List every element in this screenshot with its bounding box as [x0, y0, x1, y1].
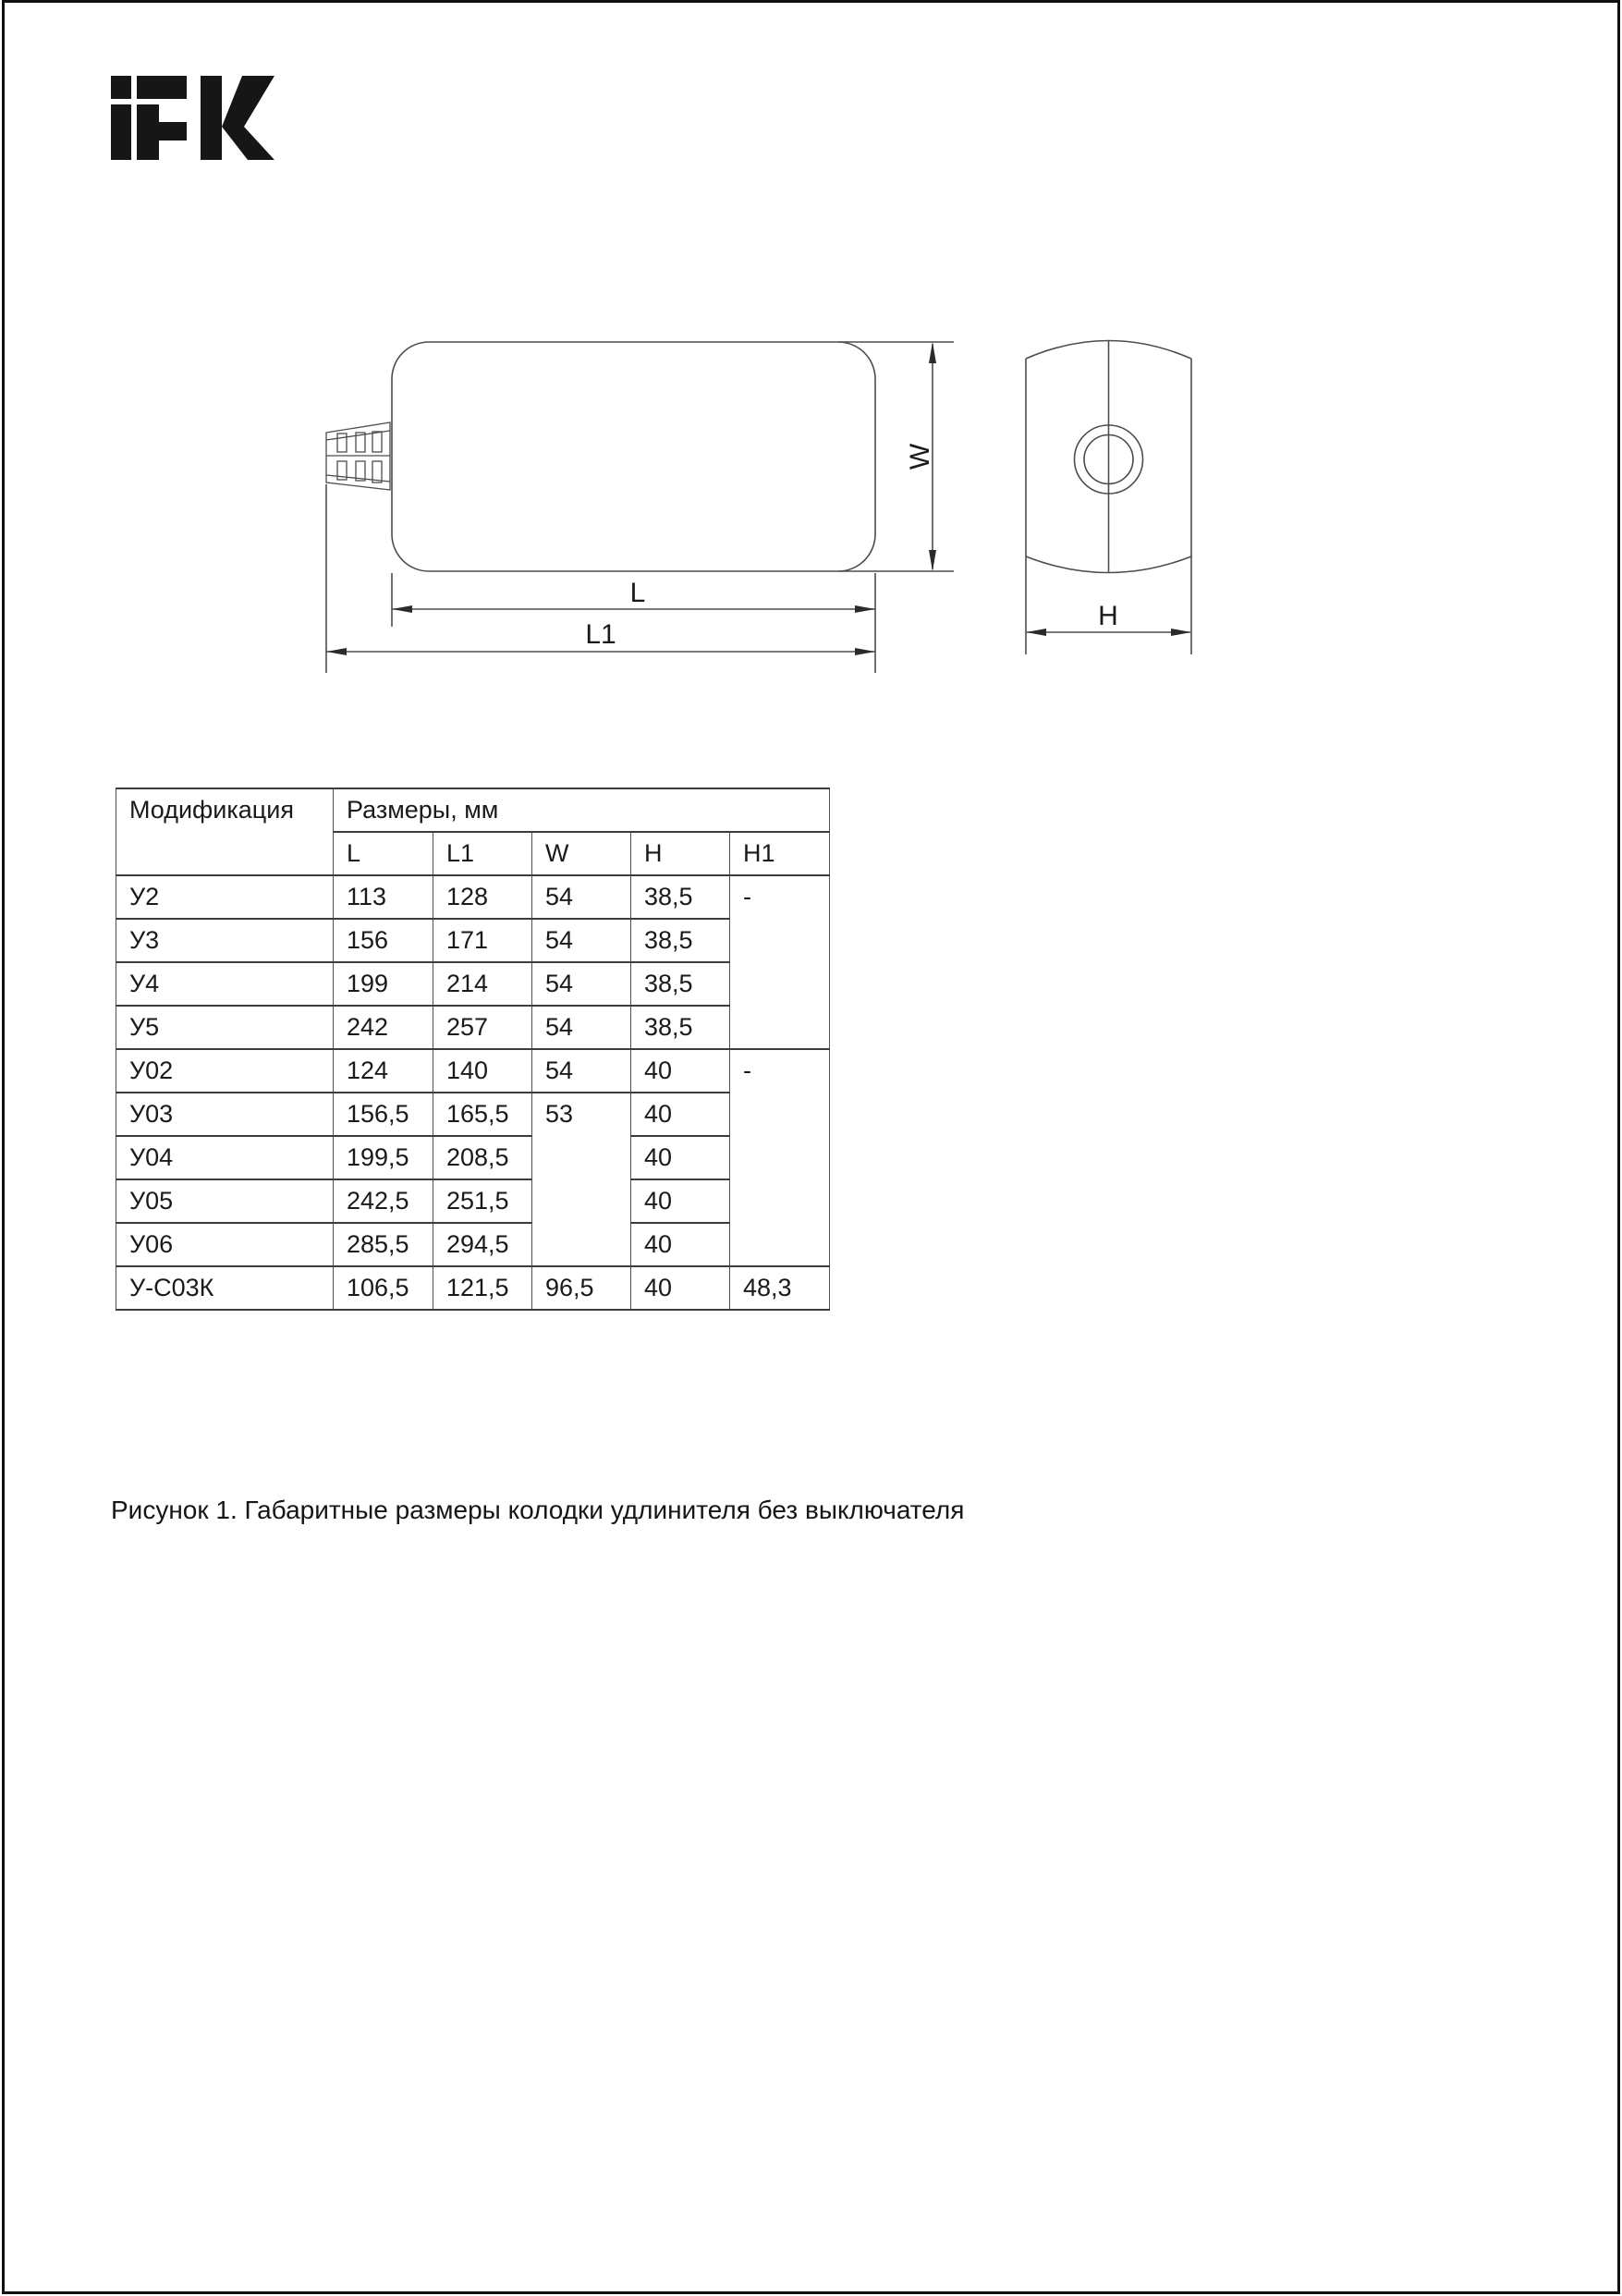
table-row	[116, 919, 830, 962]
dimension-arrowheads	[326, 342, 1191, 655]
dimension-label-h: H	[1098, 601, 1118, 631]
table-row	[116, 1266, 830, 1310]
table-cell: 199	[334, 962, 433, 1006]
table-cell: 242	[334, 1006, 433, 1049]
table-cell: 156,5	[334, 1093, 433, 1136]
dimension-label-l1: L1	[585, 619, 616, 650]
header-col-l1: L1	[433, 832, 532, 875]
table-cell: 128	[433, 875, 532, 919]
table-cell: 54	[532, 875, 631, 919]
logo-k-upper-diagonal	[222, 76, 274, 127]
header-col-h: H	[631, 832, 730, 875]
technical-drawing	[305, 314, 1238, 684]
cable-gland	[326, 422, 390, 490]
table-cell: 294,5	[433, 1223, 532, 1266]
table-header-row-1	[116, 788, 830, 832]
table-cell: 96,5	[532, 1266, 631, 1310]
table-cell: 199,5	[334, 1136, 433, 1179]
table-row	[116, 1136, 830, 1179]
table-cell: 40	[631, 1093, 730, 1136]
header-modification: Модификация	[116, 788, 334, 875]
table-cell: 54	[532, 1049, 631, 1093]
table-cell: 124	[334, 1049, 433, 1093]
table-row	[116, 1223, 830, 1266]
logo-e-stem	[137, 104, 159, 160]
table-cell: 40	[631, 1136, 730, 1179]
table-cell: -	[730, 875, 830, 1049]
table-cell: 156	[334, 919, 433, 962]
table-cell: 208,5	[433, 1136, 532, 1179]
table-cell: 121,5	[433, 1266, 532, 1310]
table-cell: 242,5	[334, 1179, 433, 1223]
table-cell: У03	[116, 1093, 334, 1136]
table-cell: 38,5	[631, 875, 730, 919]
logo-e-arm	[159, 122, 187, 140]
table-cell: 165,5	[433, 1093, 532, 1136]
table-cell: 48,3	[730, 1266, 830, 1310]
table-row	[116, 875, 830, 919]
logo-i-dot	[111, 76, 131, 99]
table-cell: У3	[116, 919, 334, 962]
table-cell: У-С03К	[116, 1266, 334, 1310]
table-cell: У2	[116, 875, 334, 919]
table-cell: У06	[116, 1223, 334, 1266]
logo-k-stem	[201, 76, 222, 160]
table-cell: 171	[433, 919, 532, 962]
table-cell: 40	[631, 1179, 730, 1223]
table-cell: 38,5	[631, 919, 730, 962]
table-cell: У05	[116, 1179, 334, 1223]
table-row	[116, 1093, 830, 1136]
iek-logo	[111, 76, 274, 160]
table-cell: 214	[433, 962, 532, 1006]
table-cell: 54	[532, 962, 631, 1006]
table-row	[116, 962, 830, 1006]
table-cell: 54	[532, 1006, 631, 1049]
table-row	[116, 1006, 830, 1049]
table-cell: У04	[116, 1136, 334, 1179]
table-cell: У02	[116, 1049, 334, 1093]
table-cell: 38,5	[631, 962, 730, 1006]
logo-i-stem	[111, 104, 131, 160]
table-cell: 54	[532, 919, 631, 962]
extension-lines	[326, 342, 954, 673]
table-cell: 53	[532, 1093, 631, 1266]
table-cell: 106,5	[334, 1266, 433, 1310]
table-cell: 113	[334, 875, 433, 919]
dimensions-table	[116, 788, 830, 1311]
header-col-l: L	[334, 832, 433, 875]
table-cell: 251,5	[433, 1179, 532, 1223]
figure-caption: Рисунок 1. Габаритные размеры колодки удлинителя без выключателя	[111, 1496, 965, 1524]
header-sizes-group: Размеры, мм	[334, 788, 830, 832]
table-cell: 40	[631, 1266, 730, 1310]
table-cell: -	[730, 1049, 830, 1266]
table-cell: 285,5	[334, 1223, 433, 1266]
table-cell: 40	[631, 1223, 730, 1266]
table-cell: 38,5	[631, 1006, 730, 1049]
dimension-label-l: L	[629, 578, 646, 608]
header-col-h1: H1	[730, 832, 830, 875]
table-cell: 40	[631, 1049, 730, 1093]
logo-k-lower-diagonal	[222, 127, 274, 160]
dimensions-table-body	[116, 875, 830, 1310]
header-col-w: W	[532, 832, 631, 875]
top-view-body	[392, 342, 875, 571]
dimension-label-w: W	[905, 443, 935, 470]
table-row	[116, 1049, 830, 1093]
table-row	[116, 1179, 830, 1223]
table-cell: 257	[433, 1006, 532, 1049]
table-cell: 140	[433, 1049, 532, 1093]
logo-e-top	[137, 76, 187, 99]
table-cell: У4	[116, 962, 334, 1006]
table-cell: У5	[116, 1006, 334, 1049]
